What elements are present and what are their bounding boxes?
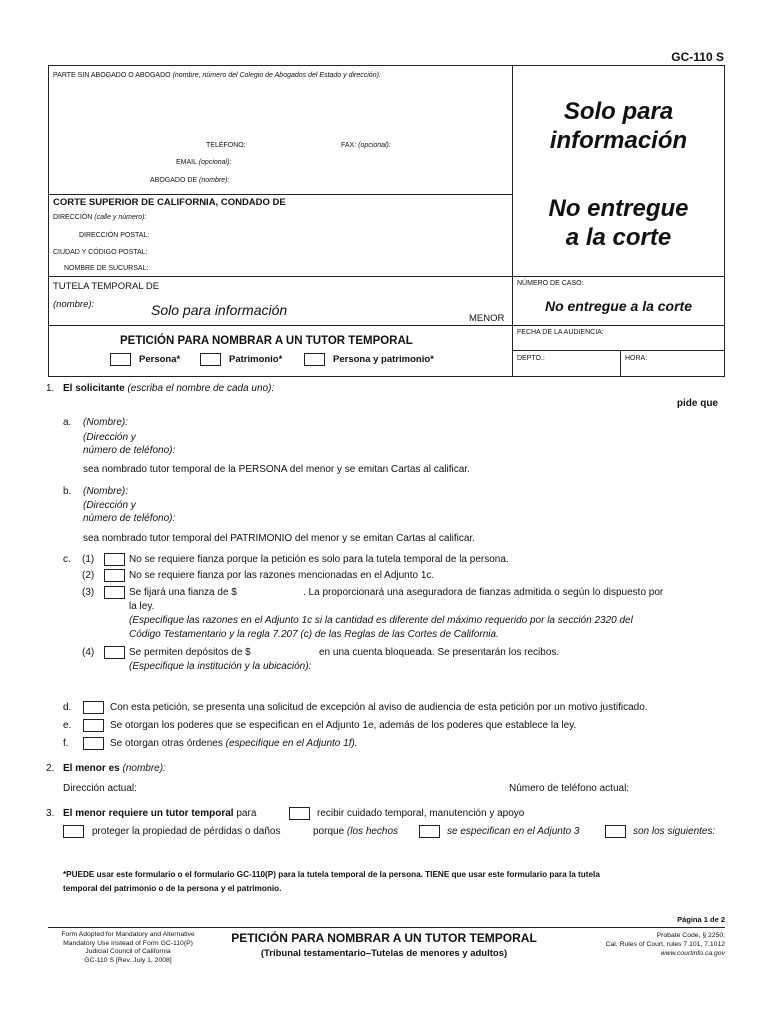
item-1c2-number: (2) bbox=[82, 570, 95, 581]
item-1b-text: sea nombrado tutor temporal del PATRIMONIO del menor y se emitan Cartas al calificar. bbox=[83, 533, 476, 544]
case-number-label: NÚMERO DE CASO: bbox=[517, 280, 584, 287]
footer-left: Form Adopted for Mandatory and Alternative Mandatory Use Instead of Form GC-110(P) Judicial Council of California GC-110 S [Rev. July 1, 2008] bbox=[61, 931, 195, 964]
item-1d-letter: d. bbox=[63, 702, 72, 713]
estate-option-label: Patrimonio* bbox=[229, 354, 283, 365]
item-1c2-checkbox[interactable] bbox=[104, 569, 125, 582]
item-1c3-text-a: Se fijará una fianza de $ bbox=[129, 587, 237, 598]
item-1b-phone-label[interactable]: número de teléfono): bbox=[83, 513, 176, 524]
because-label: porque (los hechos bbox=[313, 826, 399, 837]
item-1c4-text-b: en una cuenta bloqueada. Se presentarán los recibos. bbox=[319, 647, 560, 658]
current-phone-label[interactable]: Número de teléfono actual: bbox=[509, 783, 630, 794]
footer-title: PETICIÓN PARA NOMBRAR A UN TUTOR TEMPORAL bbox=[231, 931, 537, 945]
requests-that-label: pide que bbox=[676, 398, 718, 409]
item-1c3-text-c: la ley. bbox=[129, 601, 155, 612]
item-1d-text: Con esta petición, se presenta una solicitud de excepción al aviso de audiencia de esta petición por un motivo justificado. bbox=[110, 702, 648, 713]
footnote-line-1: *PUEDE usar este formulario o el formulario GC-110(P) para la tutela temporal de la persona. TIENE que usar este formulario para la tutela bbox=[63, 870, 600, 879]
minor-name-value[interactable]: Solo para información bbox=[151, 302, 288, 318]
page-number: Página 1 de 2 bbox=[677, 915, 725, 924]
item-2-number: 2. bbox=[46, 763, 55, 774]
item-1-number: 1. bbox=[46, 383, 55, 394]
item-1f-letter: f. bbox=[63, 738, 69, 749]
item-1a-text: sea nombrado tutor temporal de la PERSONA del menor y se emitan Cartas al calificar. bbox=[83, 464, 470, 475]
item-1f-text: Se otorgan otras órdenes (especifique en el Adjunto 1f). bbox=[110, 738, 358, 749]
item-1c4-number: (4) bbox=[82, 647, 95, 658]
case-number-value[interactable]: No entregue a la corte bbox=[544, 298, 693, 314]
footer-rule bbox=[48, 927, 725, 928]
guardianship-label: TUTELA TEMPORAL DE bbox=[53, 281, 160, 292]
item-1c3-text-b: . La proporcionará una aseguradora de fianzas admitida o según lo dispuesto por bbox=[303, 587, 664, 598]
time-label: HORA: bbox=[625, 355, 648, 362]
temporary-care-checkbox[interactable] bbox=[289, 807, 310, 820]
attachment-3-label: se especifican en el Adjunto 3 bbox=[447, 826, 580, 837]
watermark-do-not-file: No entregue a la corte bbox=[548, 195, 689, 251]
email-label: EMAIL (opcional): bbox=[176, 159, 232, 166]
fax-label: FAX: (opcional): bbox=[341, 142, 391, 149]
current-address-label[interactable]: Dirección actual: bbox=[63, 783, 137, 794]
mailing-address-label: DIRECCIÓN POSTAL: bbox=[79, 232, 150, 239]
telephone-label: TELÉFONO: bbox=[206, 142, 246, 149]
person-and-estate-checkbox[interactable] bbox=[304, 353, 325, 366]
department-label: DEPTO.: bbox=[517, 355, 545, 362]
item-1e-text: Se otorgan los poderes que se especifican en el Adjunto 1e, además de los poderes que establece la ley. bbox=[110, 720, 577, 731]
temporary-care-label: recibir cuidado temporal, manutención y apoyo bbox=[317, 808, 525, 819]
item-1b-letter: b. bbox=[63, 486, 72, 497]
item-1f-checkbox[interactable] bbox=[83, 737, 104, 750]
protect-property-label: proteger la propiedad de pérdidas o daños bbox=[92, 826, 281, 837]
minor-label: MENOR bbox=[469, 313, 505, 324]
item-1c4-text-a: Se permiten depósitos de $ bbox=[129, 647, 251, 658]
item-1d-checkbox[interactable] bbox=[83, 701, 104, 714]
minor-name-hint: (nombre): bbox=[53, 299, 95, 310]
person-checkbox[interactable] bbox=[110, 353, 131, 366]
footer-subtitle: (Tribunal testamentario–Tutelas de menores y adultos) bbox=[260, 948, 508, 959]
item-1c4-checkbox[interactable] bbox=[104, 646, 125, 659]
item-3-heading: El menor requiere un tutor temporal para bbox=[63, 808, 257, 819]
item-1a-phone-label[interactable]: número de teléfono): bbox=[83, 445, 176, 456]
as-follows-checkbox[interactable] bbox=[605, 825, 626, 838]
hearing-date-label: FECHA DE LA AUDIENCIA: bbox=[517, 329, 604, 336]
item-1c4-hint: (Especifique la institución y la ubicación): bbox=[129, 661, 312, 672]
item-1c2-text: No se requiere fianza por las razones mencionadas en el Adjunto 1c. bbox=[129, 570, 435, 581]
footnote-line-2: temporal del patrimonio o de la persona y el patrimonio. bbox=[63, 884, 282, 893]
item-1b-address-label[interactable]: (Dirección y bbox=[83, 500, 136, 511]
item-1c1-number: (1) bbox=[82, 554, 95, 565]
person-option-label: Persona* bbox=[139, 354, 181, 365]
attorney-for-label: ABOGADO DE (nombre): bbox=[150, 177, 230, 184]
item-1c3-hint-2: Código Testamentario y la regla 7.207 (c) de las Reglas de las Cortes de California. bbox=[129, 629, 499, 640]
city-zip-label: CIUDAD Y CÓDIGO POSTAL: bbox=[53, 249, 148, 256]
item-1a-letter: a. bbox=[63, 417, 72, 428]
protect-property-checkbox[interactable] bbox=[63, 825, 84, 838]
item-2-heading: El menor es (nombre): bbox=[63, 763, 166, 774]
item-1c1-checkbox[interactable] bbox=[104, 553, 125, 566]
person-and-estate-option-label: Persona y patrimonio* bbox=[333, 354, 434, 365]
item-1c3-number: (3) bbox=[82, 587, 95, 598]
item-3-number: 3. bbox=[46, 808, 55, 819]
attachment-3-checkbox[interactable] bbox=[419, 825, 440, 838]
petition-title: PETICIÓN PARA NOMBRAR A UN TUTOR TEMPORAL bbox=[120, 335, 413, 347]
item-1a-name-label[interactable]: (Nombre): bbox=[83, 417, 129, 428]
estate-checkbox[interactable] bbox=[200, 353, 221, 366]
form-code: GC-110 S bbox=[671, 50, 724, 64]
party-label: PARTE SIN ABOGADO O ABOGADO (nombre, número del Colegio de Abogados del Estado y dirección): bbox=[53, 72, 381, 79]
branch-name-label: NOMBRE DE SUCURSAL: bbox=[64, 265, 149, 272]
item-1e-checkbox[interactable] bbox=[83, 719, 104, 732]
item-1c1-text: No se requiere fianza porque la petición es solo para la tutela temporal de la persona. bbox=[129, 554, 509, 565]
item-1c-letter: c. bbox=[63, 554, 71, 565]
court-title: CORTE SUPERIOR DE CALIFORNIA, CONDADO DE bbox=[53, 197, 286, 208]
item-1e-letter: e. bbox=[63, 720, 72, 731]
item-1-heading: El solicitante (escriba el nombre de cada uno): bbox=[63, 383, 275, 394]
item-1b-name-label[interactable]: (Nombre): bbox=[83, 486, 129, 497]
as-follows-label: son los siguientes: bbox=[633, 826, 716, 837]
street-address-label: DIRECCIÓN (calle y número): bbox=[53, 214, 147, 221]
watermark-info: Solo para información bbox=[549, 98, 688, 154]
item-1c3-hint-1: (Especifique las razones en el Adjunto 1c si la cantidad es diferente del máximo requerido por la sección 2320 del bbox=[129, 615, 633, 626]
footer-right: Probate Code, § 2250; Cal. Rules of Court, rules 7.101, 7.1012 www.courtinfo.ca.gov bbox=[605, 932, 725, 957]
item-1a-address-label[interactable]: (Dirección y bbox=[83, 432, 136, 443]
item-1c3-checkbox[interactable] bbox=[104, 586, 125, 599]
